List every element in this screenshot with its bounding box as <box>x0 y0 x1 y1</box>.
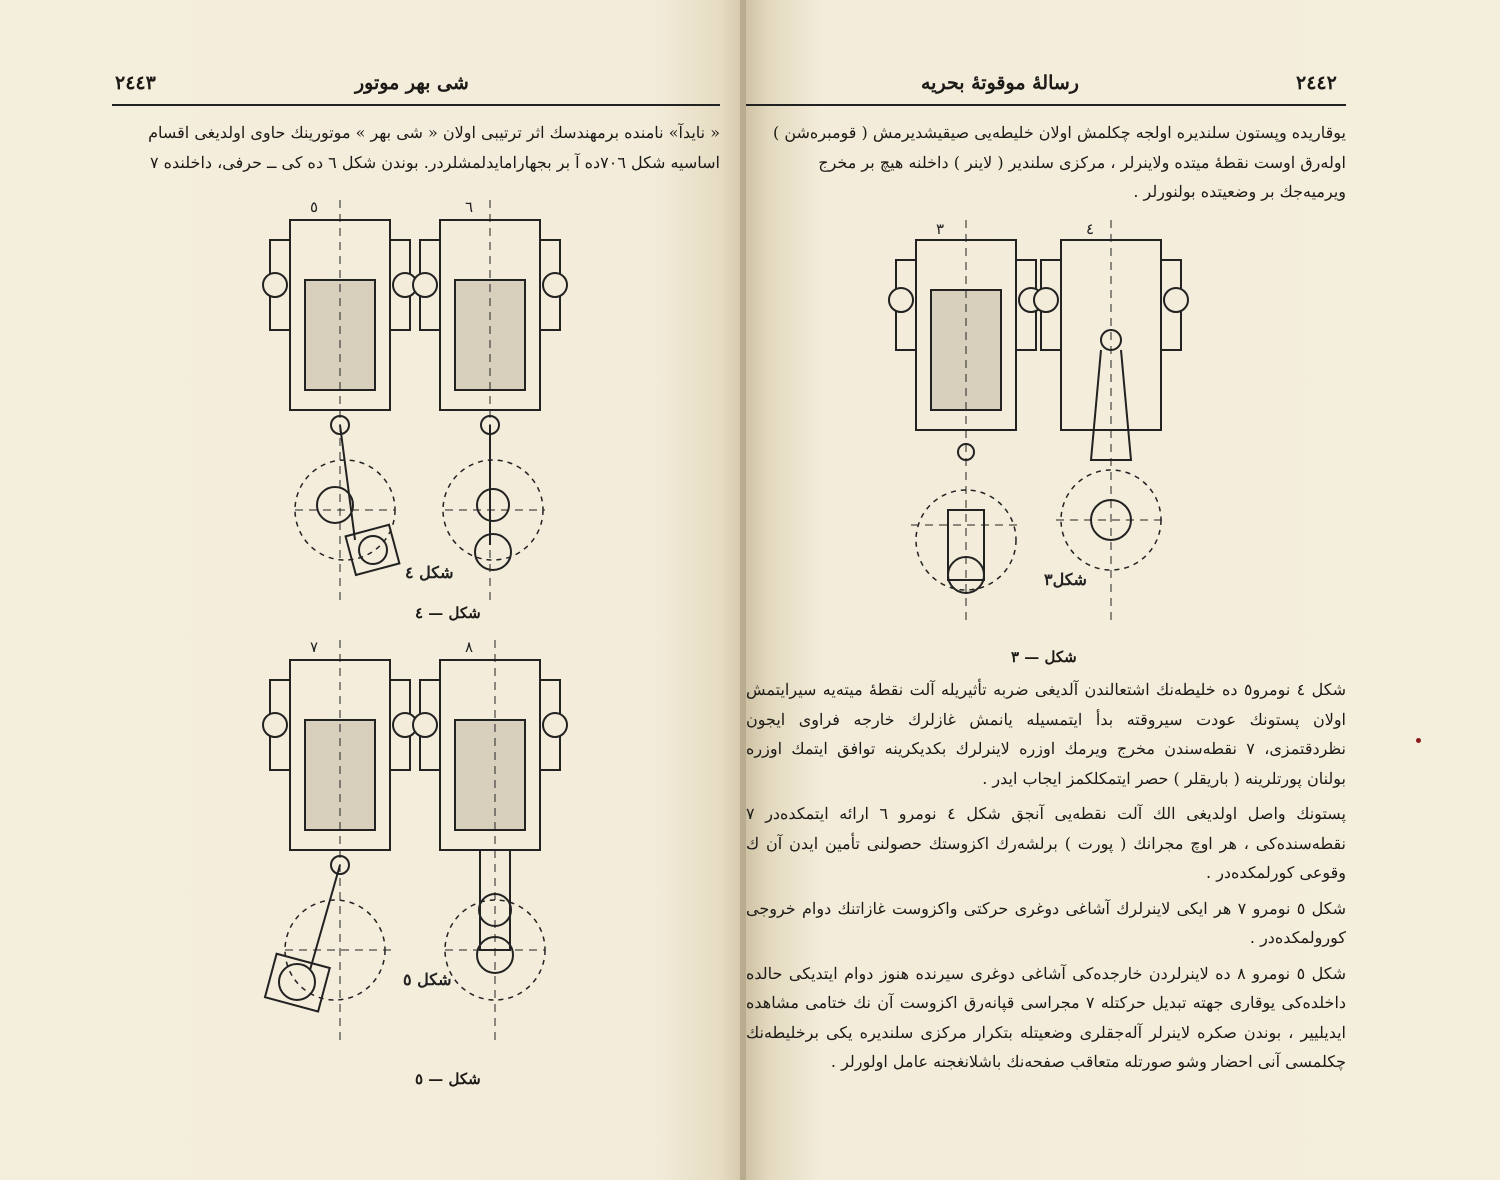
right-header-rule <box>746 104 1346 106</box>
right-paragraph-3: شكل ٥ نومرو ٧ هر ايكى لاينرلرك آشاغى دوغرى حركتى واكزوست غازاتنك دوام خروجى كورولمكده‌در . <box>746 898 1347 947</box>
left-page-number: ٢٤٤٣ <box>115 72 156 94</box>
engine-diagram-7 <box>263 640 417 1040</box>
engine-diagram-4 <box>1034 220 1188 620</box>
right-paragraph-2: پستونك واصل اولديغى الك آلت نقطه‌يى آنجق شكل ٤ نومرو ٦ ارائه ايتمكده‌در ٧ نقطه‌سنده‌كى ، هر اوچ مجرانك ( پورت ) برلشه‌رك اكزوستك حصولنى تأمين ايدن آن ك وقوعى كورلمكده‌در . <box>746 804 1347 882</box>
right-figure-caption: شكل — ٣ <box>1011 648 1077 666</box>
right-body-text <box>746 675 1346 1077</box>
engine-diagram-3 <box>889 220 1043 620</box>
fig7-number: ٧ <box>310 638 319 656</box>
right-intro-line-2: اوله‌رق اوست نقطهٔ ميتده ولاينرلر ، مركزى سلندير ( لاينر ) داخلنه هيچ بر مخرج <box>818 152 1346 172</box>
figure-group-5 <box>255 640 595 1060</box>
engine-diagram-6 <box>413 200 567 600</box>
left-intro-line-1: « نايدآ» نامنده برمهندسك اثر ترتيبى اولان « شى بهر » موتورينك حاوى اولديغى اقسام <box>148 123 720 142</box>
fig8-number: ٨ <box>465 638 474 656</box>
left-header-rule <box>112 104 720 106</box>
figure-group-4 <box>255 200 595 620</box>
fig6-number: ٦ <box>465 198 474 216</box>
fig4-number: ٤ <box>1086 220 1095 238</box>
right-intro-line-1: يوقاريده وپستون سلنديره اولجه چكلمش اولان خليطه‌يى صيقيشديرمش ( قومبره‌شن ) <box>773 123 1346 142</box>
left-intro-text <box>112 118 720 177</box>
right-paragraph-4: شكل ٥ نومرو ٨ ده لاينرلردن خارجده‌كى آشاغى دوغرى سيرنده هنوز دوام ايتديكى حالده داخلده‌كى يوقارى جهته تبديل حركتله ٧ مجراسى قپانه‌رق اكزوست آن نك ختامى مشاهده ايديليير ، بوندن صكره لاينرلر آله‌جقلرى وضعيتله بتكرار مركزى سلنديره يكى برخليطه‌نك چكلمسى آنى احضار وشو صورتله متعاقب صفحه‌نك باشلانغجنه عامل اولورلر . <box>746 963 1347 1071</box>
ink-mark <box>1416 738 1421 743</box>
figure-group-3 <box>886 220 1206 640</box>
fig3-number: ٣ <box>936 220 945 238</box>
right-running-title: رسالهٔ موقوتهٔ بحريه <box>921 72 1079 94</box>
left-figure-caption-bottom: شكل — ٥ <box>415 1070 481 1088</box>
right-intro-text <box>746 118 1346 207</box>
fig5-number: ٥ <box>310 198 319 216</box>
left-page <box>0 0 742 1180</box>
left-running-title: شی بهر موتور <box>355 72 469 94</box>
fig-label-3: شكل٣ <box>1044 570 1087 589</box>
right-page <box>746 0 1500 1180</box>
right-page-number: ٢٤٤٢ <box>1296 72 1337 94</box>
engine-diagram-5 <box>263 200 417 600</box>
fig-label-5: شكل ٥ <box>403 970 452 989</box>
right-paragraph-1: شكل ٤ نومرو٥ ده خليطه‌نك اشتعالندن آلديغى ضربه تأثيريله آلت نقطهٔ ميته‌يه سيرايتمش اولان پستونك عودت سيروقته بدأ ايتمسيله يانمش غازلرك خارجه فراوى ايجون نظردقتمزى، ٧ نقطه‌سندن مخرج ويرمك اوزره لاينرلرك بكديكرينه توافق ايتمك اوزره بولنان پورتلرينه ( باريقلر ) حصر ايتمكلكمز ايجاب ايدر . <box>746 680 1347 788</box>
left-figure-caption-top: شكل — ٤ <box>415 604 481 622</box>
right-intro-line-3: ويرميه‌جك بر وضعيتده بولنورلر . <box>1133 182 1346 201</box>
left-intro-line-2: اساسيه شكل ٧٠٦ده آ بر بجهارامايدلمشلردر. بوندن شكل ٦ ده كى ــ حرفى، داخلنده ٧ <box>149 152 720 172</box>
fig-label-4: شكل ٤ <box>405 563 454 582</box>
